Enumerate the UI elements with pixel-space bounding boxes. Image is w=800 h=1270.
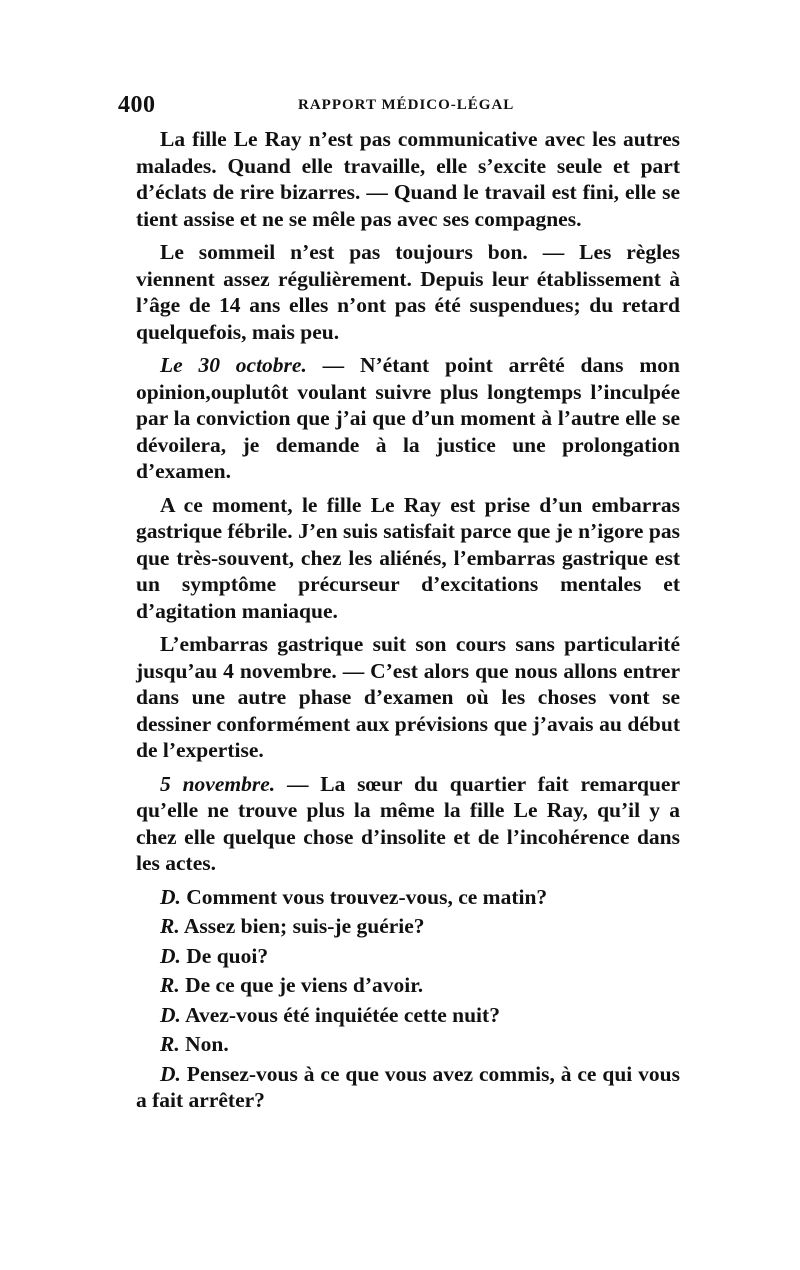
paragraph: Le sommeil n’est pas toujours bon. — Les règles viennent assez régulièrement. Depuis leur établissement à l’âge de 14 ans elles n’ont pas été suspendues; du retard quelquefois, mais peu. — [136, 240, 680, 344]
paragraph: L’embarras gastrique suit son cours sans particularité jusqu’au 4 novembre. — C’est alors que nous allons entrer dans une autre phase d’examen où les choses vont se dessiner conformément aux prévisions que j’avais au début de l’expertise. — [136, 632, 680, 762]
dialogue-line: D. Comment vous trouvez-vous, ce matin? — [160, 884, 548, 909]
dialogue-line: R. Non. — [160, 1032, 229, 1056]
speaker-label: D. — [160, 943, 181, 968]
dialogue-line: R. De ce que je viens d’avoir. — [160, 973, 424, 997]
body-text — [136, 126, 680, 1117]
speaker-label: R. — [160, 1032, 180, 1056]
dialogue — [136, 884, 680, 1114]
dialogue-line: D. De quoi? — [160, 943, 269, 968]
speaker-label: R. — [160, 973, 180, 997]
paragraph: 5 novembre. — La sœur du quartier fait remarquer qu’elle ne trouve plus la même la fille Le Ray, qu’il y a chez elle quelque chose d’insolite et de l’incohérence dans les actes. — [136, 771, 680, 875]
page-number: 400 — [118, 92, 156, 118]
running-title: RAPPORT MÉDICO-LÉGAL — [298, 97, 515, 113]
speaker-label: R. — [160, 914, 180, 938]
speaker-label: D. — [160, 1002, 181, 1027]
date-heading: Le 30 octobre. — [160, 353, 307, 377]
page-header — [118, 92, 680, 122]
paragraph: La fille Le Ray n’est pas communicative avec les autres malades. Quand elle travaille, elle s’excite seule et part d’éclats de rire bizarres. — Quand le travail est fini, elle se tient assise et ne se mêle pas avec ses compagnes. — [136, 127, 680, 231]
speaker-label: D. — [160, 1061, 181, 1086]
paragraph: A ce moment, le fille Le Ray est prise d’un embarras gastrique fébrile. J’en suis satisfait parce que je n’igore pas que très-souvent, chez les aliénés, l’embarras gastrique est un symptôme précurseur d’excitations mentales et d’agitation maniaque. — [136, 492, 680, 623]
dialogue-line: D. Pensez-vous à ce que vous avez commis, à ce qui vous a fait arrêter? — [136, 1061, 680, 1112]
dialogue-line: R. Assez bien; suis-je guérie? — [160, 914, 425, 938]
paragraph: Le 30 octobre. — N’étant point arrêté dans mon opinion,ouplutôt voulant suivre plus longtemps l’inculpée par la conviction que j’ai que d’un moment à l’autre elle se dévoilera, je demande à la justice une prolongation d’examen. — [136, 353, 680, 483]
dialogue-line: D. Avez-vous été inquiétée cette nuit? — [160, 1002, 500, 1027]
speaker-label: D. — [160, 884, 181, 909]
date-heading: 5 novembre. — [160, 771, 276, 796]
